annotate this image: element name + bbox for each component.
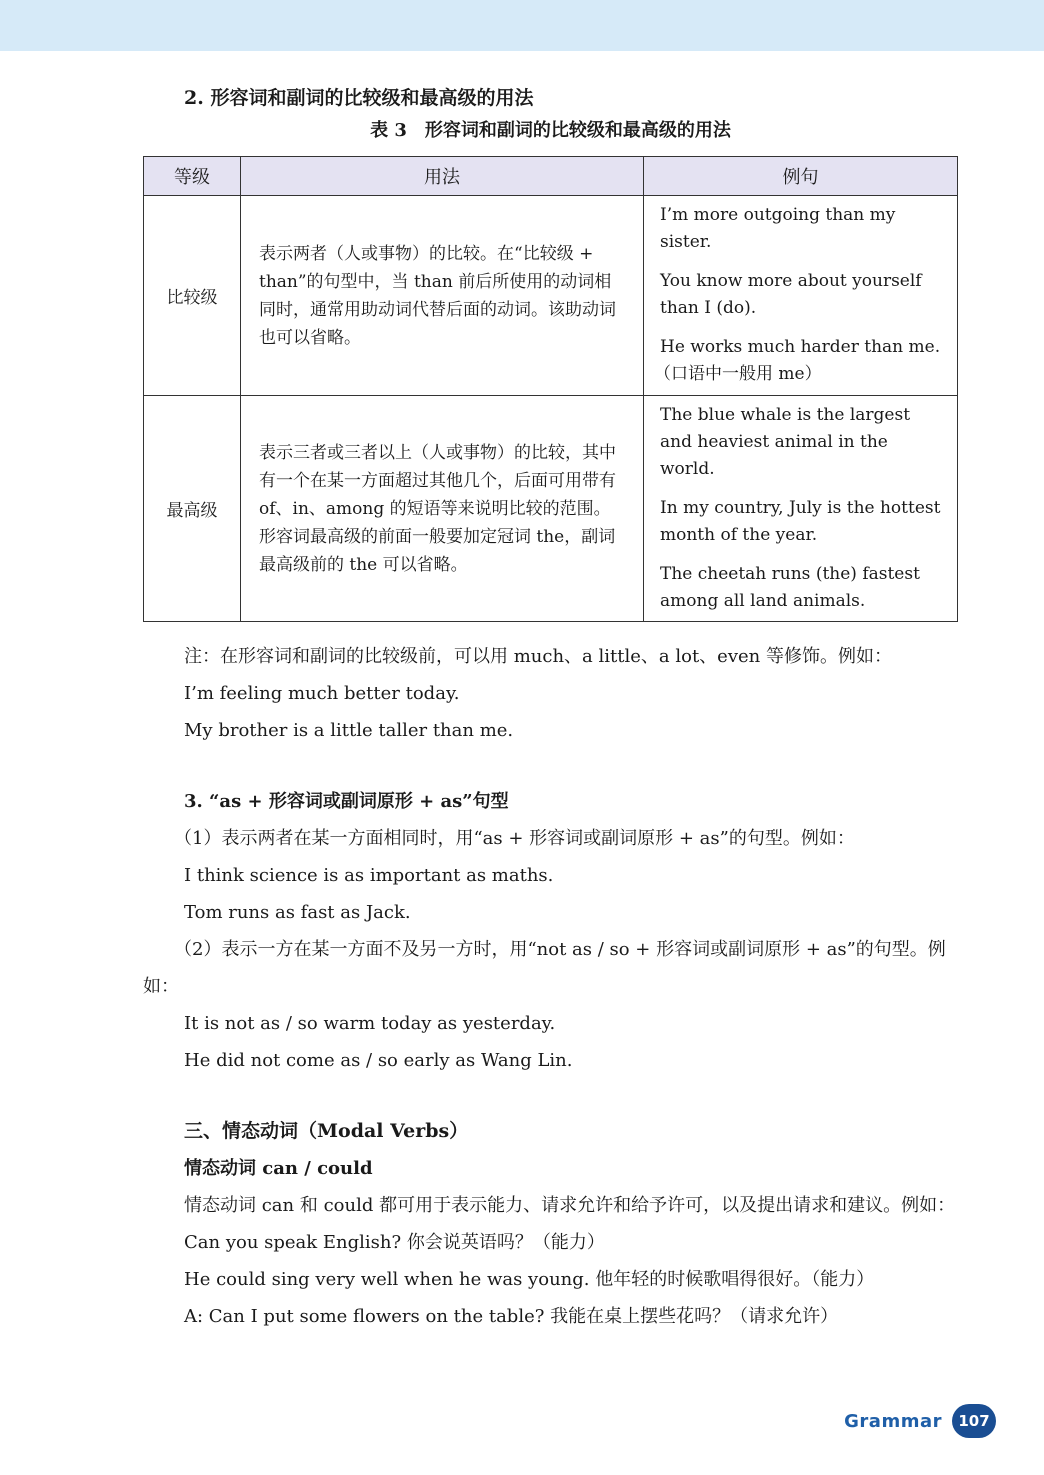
example-sentence: You know more about yourself than I (do). bbox=[660, 271, 922, 318]
top-banner bbox=[0, 0, 1044, 51]
examples-cell bbox=[644, 396, 958, 622]
point-2: （2）表示一方在某一方面不及另一方时，用“not as / so + 形容词或副词原形 + as”的句型。例如： bbox=[143, 939, 946, 997]
example-sentence: In my country, July is the hottest month of the year. bbox=[660, 498, 941, 545]
header-level: 等级 bbox=[144, 157, 241, 196]
usage-cell: 表示两者（人或事物）的比较。在“比较级 + than”的句型中，当 than 前后所使用的动词相同时，通常用助动词代替后面的动词。该助动词也可以省略。 bbox=[241, 196, 644, 396]
page-number-badge: 107 bbox=[952, 1404, 996, 1438]
example-sentence bbox=[654, 334, 941, 388]
page-content bbox=[143, 84, 958, 1335]
modal-verbs-heading: 三、情态动词（Modal Verbs） bbox=[184, 1120, 469, 1142]
modal-example: He could sing very well when he was young. 他年轻的时候歌唱得很好。（能力） bbox=[184, 1269, 875, 1290]
level-cell: 最高级 bbox=[144, 396, 241, 622]
example-note: （口语中一般用 me） bbox=[654, 364, 822, 384]
modal-example: A: Can I put some flowers on the table? 我能在桌上摆些花吗？（请求允许） bbox=[184, 1306, 839, 1327]
point-2-example: It is not as / so warm today as yesterday. bbox=[184, 1013, 556, 1034]
table-row bbox=[144, 396, 958, 622]
note-example: I’m feeling much better today. bbox=[184, 683, 460, 704]
point-2-example: He did not come as / so early as Wang Lin. bbox=[184, 1050, 573, 1071]
modal-intro: 情态动词 can 和 could 都可用于表示能力、请求允许和给予许可，以及提出请求和建议。例如： bbox=[184, 1195, 956, 1216]
footer-section-label: Grammar bbox=[844, 1410, 942, 1432]
header-usage: 用法 bbox=[241, 157, 644, 196]
page-footer bbox=[844, 1404, 996, 1438]
usage-cell: 表示三者或三者以上（人或事物）的比较，其中有一个在某一方面超过其他几个，后面可用带有 of、in、among 的短语等来说明比较的范围。形容词最高级的前面一般要加定冠词 the，副词最高级前的 the 可以省略。 bbox=[241, 396, 644, 622]
example-text: He works much harder than me. bbox=[660, 337, 941, 357]
table-header-row bbox=[144, 157, 958, 196]
table-caption: 表 3 形容词和副词的比较级和最高级的用法 bbox=[370, 120, 731, 141]
point-1-example: I think science is as important as maths. bbox=[184, 865, 554, 886]
comparison-table bbox=[143, 156, 958, 622]
point-1-example: Tom runs as fast as Jack. bbox=[184, 902, 411, 923]
table-row bbox=[144, 196, 958, 396]
header-examples: 例句 bbox=[644, 157, 958, 196]
level-cell: 比较级 bbox=[144, 196, 241, 396]
comparison-note: 注：在形容词和副词的比较级前，可以用 much、a little、a lot、even 等修饰。例如： bbox=[184, 646, 892, 667]
can-could-subheading: 情态动词 can / could bbox=[184, 1158, 373, 1179]
section-2-heading: 2. 形容词和副词的比较级和最高级的用法 bbox=[184, 87, 534, 109]
example-sentence: The cheetah runs (the) fastest among all land animals. bbox=[660, 564, 920, 611]
section-3-heading: 3. “as + 形容词或副词原形 + as”句型 bbox=[184, 791, 509, 812]
point-1: （1）表示两者在某一方面相同时，用“as + 形容词或副词原形 + as”的句型。例如： bbox=[174, 828, 855, 849]
example-sentence: I’m more outgoing than my sister. bbox=[660, 205, 896, 252]
modal-example: Can you speak English? 你会说英语吗？（能力） bbox=[184, 1232, 605, 1253]
examples-cell bbox=[644, 196, 958, 396]
note-example: My brother is a little taller than me. bbox=[184, 720, 514, 741]
example-sentence: The blue whale is the largest and heaviest animal in the world. bbox=[660, 405, 911, 479]
